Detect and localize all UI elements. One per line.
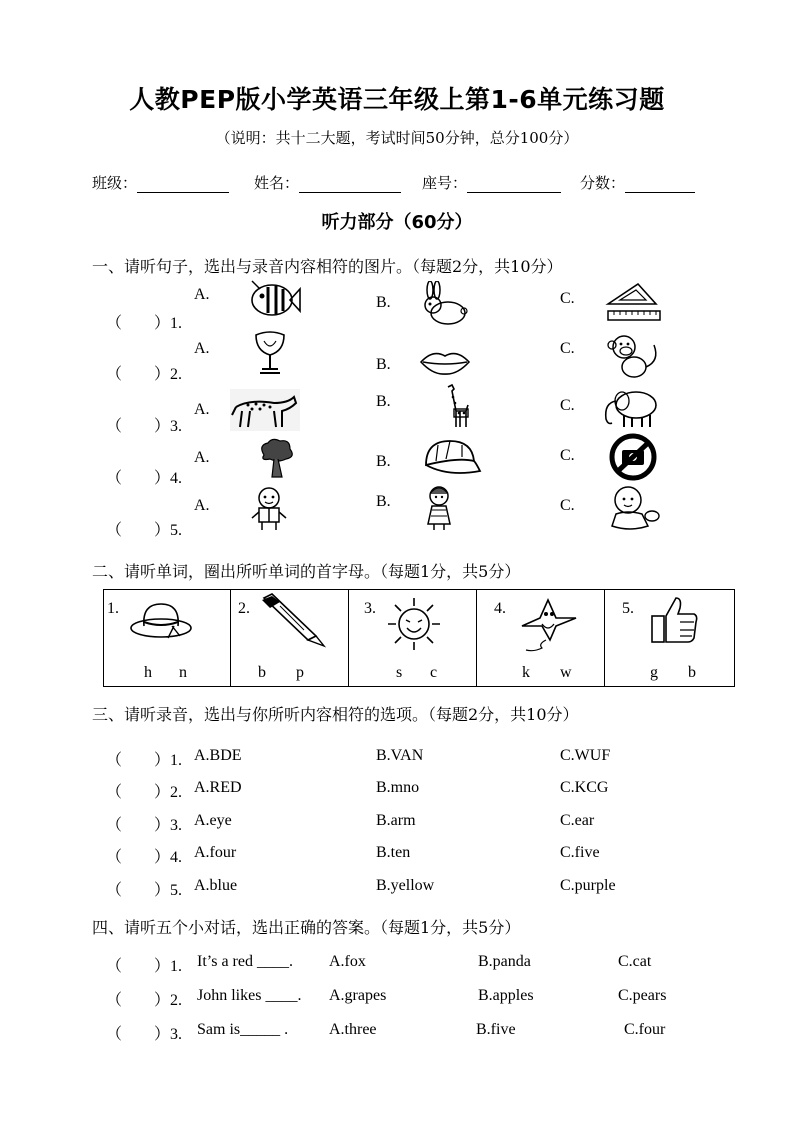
q3-answer-2[interactable]: （ ）2. <box>106 784 183 801</box>
ruler-icon[interactable] <box>604 280 662 324</box>
monkey-icon[interactable] <box>606 331 662 379</box>
q1-answer-5[interactable]: （ ）5. <box>106 522 183 539</box>
q1-option-a: A. <box>194 340 210 357</box>
q1-option-a: A. <box>194 497 210 514</box>
q4-option-b: B.panda <box>478 953 531 970</box>
q2-cell-number: 2. <box>238 600 250 617</box>
q1-answer-3[interactable]: （ ）3. <box>106 418 183 435</box>
q2-letter[interactable]: g <box>650 664 658 681</box>
q2-letter[interactable]: k <box>522 664 530 681</box>
q4-option-b: B.five <box>476 1021 516 1038</box>
q3-title: 三、请听录音，选出与你所听内容相符的选项。（每题2分，共10分） <box>92 705 579 724</box>
boy-icon[interactable] <box>248 486 290 532</box>
q3-option-a: A.four <box>194 844 237 861</box>
q1-option-a: A. <box>194 401 210 418</box>
q2-letter[interactable]: s <box>396 664 403 681</box>
q2-letter[interactable]: c <box>430 664 438 681</box>
q3-option-b: B.yellow <box>376 877 435 894</box>
score-label: 分数： <box>580 174 626 192</box>
q3-option-a: A.RED <box>194 779 242 796</box>
class-blank[interactable] <box>137 176 229 193</box>
q1-title: 一、请听句子，选出与录音内容相符的图片。（每题2分，共10分） <box>92 257 563 276</box>
q2-cell <box>604 590 734 686</box>
q3-answer-1[interactable]: （ ）1. <box>106 752 183 769</box>
lips-icon[interactable] <box>419 347 471 377</box>
q2-letter[interactable]: n <box>179 664 187 681</box>
q4-option-b: B.apples <box>478 987 534 1004</box>
q2-cell <box>348 590 477 686</box>
q3-option-c: C.ear <box>560 812 595 829</box>
q2-table <box>103 589 735 687</box>
q1-option-c: C. <box>560 497 575 514</box>
q1-option-b: B. <box>376 493 391 510</box>
q2-cell-number: 5. <box>622 600 634 617</box>
q4-answer-2[interactable]: （ ）2. <box>106 992 183 1009</box>
seat-blank[interactable] <box>467 176 561 193</box>
class-field[interactable] <box>92 172 229 193</box>
q3-option-b: B.VAN <box>376 747 424 764</box>
q2-letter[interactable]: b <box>258 664 266 681</box>
seat-field[interactable] <box>422 172 561 193</box>
name-blank[interactable] <box>299 176 401 193</box>
q4-option-c: C.four <box>624 1021 666 1038</box>
fish-icon[interactable] <box>246 279 302 321</box>
q1-option-a: A. <box>194 286 210 303</box>
page-subtitle: （说明：共十二大题，考试时间50分钟，总分100分） <box>215 129 579 147</box>
q2-letter[interactable]: p <box>296 664 304 681</box>
q1-answer-1[interactable]: （ ）1. <box>106 315 183 332</box>
q2-title: 二、请听单词，圈出所听单词的首字母。（每题1分，共5分） <box>92 562 521 581</box>
q2-cell <box>104 590 231 686</box>
cap-icon[interactable] <box>418 437 482 479</box>
q4-answer-1[interactable]: （ ）1. <box>106 958 183 975</box>
score-blank[interactable] <box>625 176 695 193</box>
q1-option-b: B. <box>376 356 391 373</box>
q3-option-c: C.KCG <box>560 779 609 796</box>
no-camera-icon[interactable] <box>608 433 658 481</box>
girl-icon[interactable] <box>422 484 456 532</box>
q4-option-a: A.three <box>329 1021 377 1038</box>
q3-option-a: A.eye <box>194 812 232 829</box>
q3-option-a: A.blue <box>194 877 238 894</box>
kite-icon <box>516 596 578 654</box>
q1-option-b: B. <box>376 453 391 470</box>
q2-cell-number: 3. <box>364 600 376 617</box>
q4-stem: Sam is_____ . <box>197 1021 289 1038</box>
q4-option-a: A.grapes <box>329 987 387 1004</box>
q4-option-c: C.cat <box>618 953 652 970</box>
lamp-icon[interactable] <box>250 331 290 377</box>
thumb-icon <box>648 594 700 646</box>
q2-cell-number: 4. <box>494 600 506 617</box>
class-label: 班级： <box>92 174 138 192</box>
tree-icon[interactable] <box>256 437 296 479</box>
q3-option-b: B.mno <box>376 779 420 796</box>
q3-option-c: C.WUF <box>560 747 611 764</box>
q2-letter[interactable]: w <box>560 664 572 681</box>
q4-answer-3[interactable]: （ ）3. <box>106 1026 183 1043</box>
q4-title: 四、请听五个小对话，选出正确的答案。（每题1分，共5分） <box>92 918 521 937</box>
q2-cell-number: 1. <box>107 600 119 617</box>
q2-cell <box>476 590 605 686</box>
score-field[interactable] <box>580 172 695 193</box>
q3-answer-3[interactable]: （ ）3. <box>106 817 183 834</box>
page-title: 人教PEP版小学英语三年级上第1-6单元练习题 <box>129 85 665 114</box>
q3-option-b: B.arm <box>376 812 416 829</box>
q3-option-b: B.ten <box>376 844 411 861</box>
q2-cell <box>230 590 349 686</box>
leopard-icon[interactable] <box>230 389 300 431</box>
baby-icon[interactable] <box>608 484 662 532</box>
listening-section-header: 听力部分（60分） <box>321 212 473 233</box>
q2-letter[interactable]: b <box>688 664 696 681</box>
q1-option-b: B. <box>376 393 391 410</box>
q4-option-a: A.fox <box>329 953 366 970</box>
q1-option-a: A. <box>194 449 210 466</box>
q2-letter[interactable]: h <box>144 664 152 681</box>
sun-icon <box>386 596 442 652</box>
pen-icon <box>258 592 328 648</box>
q1-option-c: C. <box>560 447 575 464</box>
q3-option-c: C.five <box>560 844 600 861</box>
q4-option-c: C.pears <box>618 987 667 1004</box>
q4-stem: It’s a red ____. <box>197 953 293 970</box>
giraffe-icon[interactable] <box>440 383 474 431</box>
q3-option-a: A.BDE <box>194 747 242 764</box>
q4-stem: John likes ____. <box>197 987 302 1004</box>
hat-icon <box>128 598 194 642</box>
elephant-icon[interactable] <box>602 385 660 429</box>
name-label: 姓名： <box>254 174 300 192</box>
q1-answer-4[interactable]: （ ）4. <box>106 470 183 487</box>
q1-option-c: C. <box>560 397 575 414</box>
q1-option-c: C. <box>560 290 575 307</box>
rabbit-icon[interactable] <box>420 281 470 327</box>
q1-option-b: B. <box>376 294 391 311</box>
q1-answer-2[interactable]: （ ）2. <box>106 366 183 383</box>
q3-answer-5[interactable]: （ ）5. <box>106 882 183 899</box>
q3-option-c: C.purple <box>560 877 616 894</box>
q1-option-c: C. <box>560 340 575 357</box>
seat-label: 座号： <box>422 174 468 192</box>
q3-answer-4[interactable]: （ ）4. <box>106 849 183 866</box>
name-field[interactable] <box>254 172 401 193</box>
